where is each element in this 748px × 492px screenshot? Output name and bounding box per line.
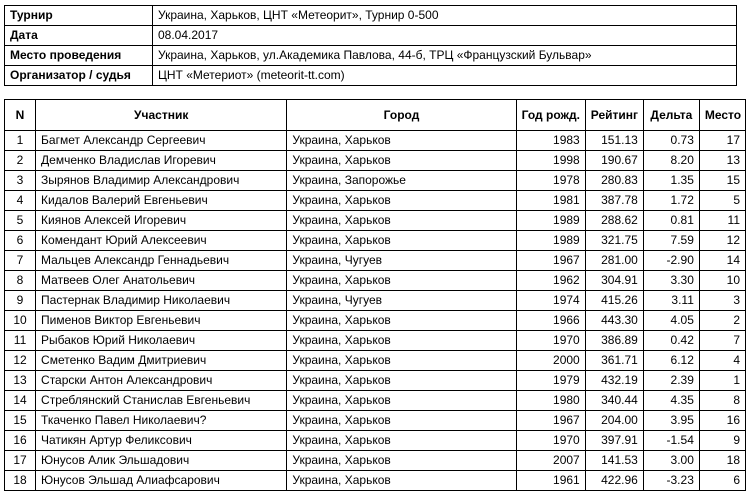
place-value: 3 bbox=[699, 291, 745, 311]
birth-year: 1989 bbox=[516, 211, 585, 231]
rating-value: 204.00 bbox=[585, 411, 643, 431]
place-value: 17 bbox=[699, 131, 745, 151]
row-number: 3 bbox=[5, 171, 36, 191]
participant-city: Украина, Харьков bbox=[287, 371, 516, 391]
place-value: 15 bbox=[699, 171, 745, 191]
participant-city: Украина, Харьков bbox=[287, 471, 516, 491]
row-number: 18 bbox=[5, 471, 36, 491]
results-body bbox=[5, 131, 746, 491]
participant-city: Украина, Харьков bbox=[287, 191, 516, 211]
delta-value: -3.23 bbox=[643, 471, 699, 491]
info-value: Украина, Харьков, ул.Академика Павлова, 44-б, ТРЦ «Французский Бульвар» bbox=[153, 46, 737, 66]
participant-city: Украина, Чугуев bbox=[287, 251, 516, 271]
birth-year: 1980 bbox=[516, 391, 585, 411]
birth-year: 1962 bbox=[516, 271, 585, 291]
info-label: Дата bbox=[5, 26, 153, 46]
info-row bbox=[5, 46, 737, 66]
table-row bbox=[5, 471, 746, 491]
participant-name: Матвеев Олег Анатольевич bbox=[36, 271, 287, 291]
place-value: 14 bbox=[699, 251, 745, 271]
delta-value: -2.90 bbox=[643, 251, 699, 271]
participant-name: Мальцев Александр Геннадьевич bbox=[36, 251, 287, 271]
tournament-info-table bbox=[4, 5, 737, 86]
place-value: 4 bbox=[699, 351, 745, 371]
table-row bbox=[5, 191, 746, 211]
rating-value: 443.30 bbox=[585, 311, 643, 331]
participant-city: Украина, Харьков bbox=[287, 131, 516, 151]
place-value: 8 bbox=[699, 391, 745, 411]
birth-year: 1983 bbox=[516, 131, 585, 151]
birth-year: 2007 bbox=[516, 451, 585, 471]
birth-year: 1989 bbox=[516, 231, 585, 251]
table-row bbox=[5, 411, 746, 431]
table-row bbox=[5, 391, 746, 411]
col-rating-header: Рейтинг bbox=[585, 100, 643, 131]
participant-city: Украина, Харьков bbox=[287, 451, 516, 471]
participant-name: Старски Антон Александрович bbox=[36, 371, 287, 391]
birth-year: 1981 bbox=[516, 191, 585, 211]
birth-year: 1974 bbox=[516, 291, 585, 311]
participant-city: Украина, Харьков bbox=[287, 391, 516, 411]
rating-value: 397.91 bbox=[585, 431, 643, 451]
row-number: 13 bbox=[5, 371, 36, 391]
participant-name: Рыбаков Юрий Николаевич bbox=[36, 331, 287, 351]
info-value: ЦНТ «Метериот» (meteorit-tt.com) bbox=[153, 66, 737, 86]
info-label: Место проведения bbox=[5, 46, 153, 66]
delta-value: 4.05 bbox=[643, 311, 699, 331]
col-number-header: N bbox=[5, 100, 36, 131]
rating-value: 304.91 bbox=[585, 271, 643, 291]
delta-value: 0.42 bbox=[643, 331, 699, 351]
place-value: 5 bbox=[699, 191, 745, 211]
rating-value: 281.00 bbox=[585, 251, 643, 271]
participant-name: Стреблянский Станислав Евгеньевич bbox=[36, 391, 287, 411]
row-number: 6 bbox=[5, 231, 36, 251]
row-number: 10 bbox=[5, 311, 36, 331]
row-number: 1 bbox=[5, 131, 36, 151]
birth-year: 1970 bbox=[516, 331, 585, 351]
col-participant-header: Участник bbox=[36, 100, 287, 131]
delta-value: 0.73 bbox=[643, 131, 699, 151]
place-value: 18 bbox=[699, 451, 745, 471]
col-birth-year-header: Год рожд. bbox=[516, 100, 585, 131]
table-row bbox=[5, 351, 746, 371]
row-number: 14 bbox=[5, 391, 36, 411]
rating-value: 288.62 bbox=[585, 211, 643, 231]
participant-city: Украина, Харьков bbox=[287, 411, 516, 431]
place-value: 12 bbox=[699, 231, 745, 251]
birth-year: 1966 bbox=[516, 311, 585, 331]
participant-city: Украина, Запорожье bbox=[287, 171, 516, 191]
row-number: 16 bbox=[5, 431, 36, 451]
results-header-row bbox=[5, 100, 746, 131]
place-value: 11 bbox=[699, 211, 745, 231]
row-number: 5 bbox=[5, 211, 36, 231]
info-label: Организатор / судья bbox=[5, 66, 153, 86]
delta-value: 2.39 bbox=[643, 371, 699, 391]
rating-value: 141.53 bbox=[585, 451, 643, 471]
rating-value: 432.19 bbox=[585, 371, 643, 391]
table-row bbox=[5, 151, 746, 171]
row-number: 12 bbox=[5, 351, 36, 371]
delta-value: 3.95 bbox=[643, 411, 699, 431]
row-number: 11 bbox=[5, 331, 36, 351]
rating-value: 422.96 bbox=[585, 471, 643, 491]
row-number: 8 bbox=[5, 271, 36, 291]
participant-name: Юнусов Эльшад Алиафсарович bbox=[36, 471, 287, 491]
participant-name: Чатикян Артур Феликсович bbox=[36, 431, 287, 451]
place-value: 7 bbox=[699, 331, 745, 351]
participant-name: Зырянов Владимир Александрович bbox=[36, 171, 287, 191]
table-row bbox=[5, 271, 746, 291]
place-value: 1 bbox=[699, 371, 745, 391]
participant-city: Украина, Харьков bbox=[287, 331, 516, 351]
participant-city: Украина, Харьков bbox=[287, 231, 516, 251]
delta-value: 1.72 bbox=[643, 191, 699, 211]
rating-value: 415.26 bbox=[585, 291, 643, 311]
results-table bbox=[4, 99, 746, 491]
rating-value: 321.75 bbox=[585, 231, 643, 251]
participant-name: Пастернак Владимир Николаевич bbox=[36, 291, 287, 311]
tournament-info-body bbox=[5, 6, 737, 86]
place-value: 6 bbox=[699, 471, 745, 491]
participant-name: Багмет Александр Сергеевич bbox=[36, 131, 287, 151]
participant-city: Украина, Харьков bbox=[287, 351, 516, 371]
rating-value: 387.78 bbox=[585, 191, 643, 211]
birth-year: 2000 bbox=[516, 351, 585, 371]
participant-name: Пименов Виктор Евгеньевич bbox=[36, 311, 287, 331]
participant-city: Украина, Чугуев bbox=[287, 291, 516, 311]
rating-value: 280.83 bbox=[585, 171, 643, 191]
row-number: 9 bbox=[5, 291, 36, 311]
delta-value: 3.30 bbox=[643, 271, 699, 291]
table-row bbox=[5, 211, 746, 231]
delta-value: 6.12 bbox=[643, 351, 699, 371]
birth-year: 1970 bbox=[516, 431, 585, 451]
delta-value: -1.54 bbox=[643, 431, 699, 451]
place-value: 16 bbox=[699, 411, 745, 431]
rating-value: 190.67 bbox=[585, 151, 643, 171]
participant-city: Украина, Харьков bbox=[287, 211, 516, 231]
table-row bbox=[5, 131, 746, 151]
info-row bbox=[5, 6, 737, 26]
delta-value: 1.35 bbox=[643, 171, 699, 191]
table-row bbox=[5, 291, 746, 311]
table-row bbox=[5, 451, 746, 471]
place-value: 10 bbox=[699, 271, 745, 291]
row-number: 2 bbox=[5, 151, 36, 171]
birth-year: 1967 bbox=[516, 251, 585, 271]
delta-value: 3.00 bbox=[643, 451, 699, 471]
rating-value: 361.71 bbox=[585, 351, 643, 371]
table-row bbox=[5, 431, 746, 451]
row-number: 17 bbox=[5, 451, 36, 471]
birth-year: 1979 bbox=[516, 371, 585, 391]
delta-value: 8.20 bbox=[643, 151, 699, 171]
table-row bbox=[5, 371, 746, 391]
info-row bbox=[5, 26, 737, 46]
birth-year: 1961 bbox=[516, 471, 585, 491]
participant-city: Украина, Харьков bbox=[287, 151, 516, 171]
table-row bbox=[5, 251, 746, 271]
info-row bbox=[5, 66, 737, 86]
col-place-header: Место bbox=[699, 100, 745, 131]
table-row bbox=[5, 331, 746, 351]
participant-name: Ткаченко Павел Николаевич? bbox=[36, 411, 287, 431]
delta-value: 7.59 bbox=[643, 231, 699, 251]
table-row bbox=[5, 171, 746, 191]
col-city-header: Город bbox=[287, 100, 516, 131]
birth-year: 1967 bbox=[516, 411, 585, 431]
place-value: 9 bbox=[699, 431, 745, 451]
row-number: 15 bbox=[5, 411, 36, 431]
table-row bbox=[5, 231, 746, 251]
rating-value: 151.13 bbox=[585, 131, 643, 151]
info-value: 08.04.2017 bbox=[153, 26, 737, 46]
participant-name: Юнусов Алик Эльшадович bbox=[36, 451, 287, 471]
participant-name: Киянов Алексей Игоревич bbox=[36, 211, 287, 231]
participant-name: Кидалов Валерий Евгеньевич bbox=[36, 191, 287, 211]
col-delta-header: Дельта bbox=[643, 100, 699, 131]
row-number: 4 bbox=[5, 191, 36, 211]
participant-name: Демченко Владислав Игоревич bbox=[36, 151, 287, 171]
info-value: Украина, Харьков, ЦНТ «Метеорит», Турнир 0-500 bbox=[153, 6, 737, 26]
rating-value: 386.89 bbox=[585, 331, 643, 351]
participant-name: Комендант Юрий Алексеевич bbox=[36, 231, 287, 251]
delta-value: 3.11 bbox=[643, 291, 699, 311]
delta-value: 0.81 bbox=[643, 211, 699, 231]
birth-year: 1978 bbox=[516, 171, 585, 191]
place-value: 2 bbox=[699, 311, 745, 331]
participant-city: Украина, Харьков bbox=[287, 311, 516, 331]
participant-city: Украина, Харьков bbox=[287, 431, 516, 451]
place-value: 13 bbox=[699, 151, 745, 171]
rating-value: 340.44 bbox=[585, 391, 643, 411]
delta-value: 4.35 bbox=[643, 391, 699, 411]
info-label: Турнир bbox=[5, 6, 153, 26]
row-number: 7 bbox=[5, 251, 36, 271]
birth-year: 1998 bbox=[516, 151, 585, 171]
participant-city: Украина, Харьков bbox=[287, 271, 516, 291]
table-row bbox=[5, 311, 746, 331]
participant-name: Сметенко Вадим Дмитриевич bbox=[36, 351, 287, 371]
